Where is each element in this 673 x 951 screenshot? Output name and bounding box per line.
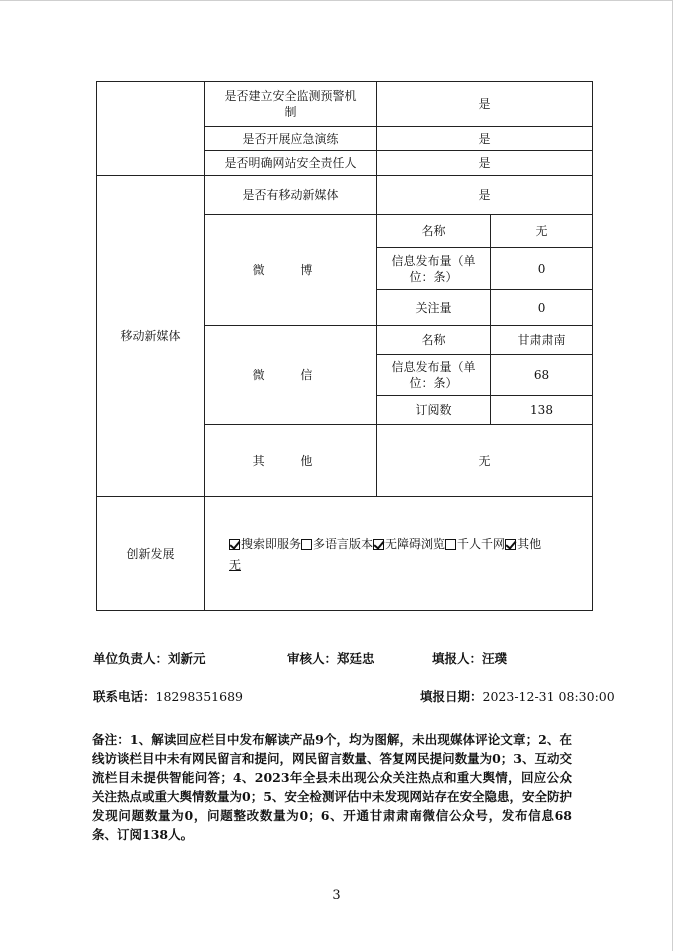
weibo-posts-label: 信息发布量（单位：条） [377,248,491,290]
reviewer-value: 郑廷忠 [337,651,375,666]
table-row [97,82,593,127]
option-label: 其他 [517,536,542,551]
other-media-value: 无 [377,425,593,497]
innovation-label: 创新发展 [97,497,205,611]
contact-phone [93,687,243,705]
weibo-posts-value: 0 [491,248,593,290]
wechat-posts-value: 68 [491,355,593,396]
fill-date [420,687,615,705]
date-value: 2023-12-31 08:30:00 [482,689,615,704]
innovation-options-cell [205,497,593,611]
security-question: 是否明确网站安全责任人 [205,151,377,176]
option-label: 多语言版本 [313,536,374,551]
mobile-section-label: 移动新媒体 [97,176,205,497]
weibo-followers-value: 0 [491,290,593,326]
checkbox-checked-icon[interactable] [229,539,240,550]
checkbox-icon[interactable] [445,539,456,550]
unit-head-label: 单位负责人： [93,651,169,666]
table-row [97,176,593,215]
security-question: 是否建立安全监测预警机制 [205,82,377,127]
weibo-followers-label: 关注量 [377,290,491,326]
reviewer-label: 审核人： [287,651,338,666]
wechat-name-label: 名称 [377,326,491,355]
unit-head-value: 刘新元 [168,651,206,666]
filler-value: 汪璞 [482,651,508,666]
date-label: 填报日期： [420,689,483,704]
filler-label: 填报人： [432,651,483,666]
security-answer: 是 [377,82,593,127]
page-number: 3 [332,888,341,903]
table-row [97,497,593,611]
phone-label: 联系电话： [93,689,156,704]
unit-head [93,649,206,667]
has-mobile-answer: 是 [377,176,593,215]
option-label: 千人千网 [457,536,506,551]
wechat-posts-label: 信息发布量（单位：条） [377,355,491,396]
weibo-label: 微 博 [205,215,377,326]
checkbox-checked-icon[interactable] [373,539,384,550]
other-media-label: 其 他 [205,425,377,497]
page-border-top [0,0,673,1]
filler [432,649,507,667]
option-label: 无障碍浏览 [385,536,446,551]
wechat-label: 微 信 [205,326,377,425]
has-mobile-question: 是否有移动新媒体 [205,176,377,215]
security-answer: 是 [377,151,593,176]
option-label: 搜索即服务 [241,536,302,551]
innovation-other-value: 无 [229,557,242,572]
innovation-options [229,535,592,553]
report-table [96,81,593,611]
checkbox-checked-icon[interactable] [505,539,516,550]
wechat-subs-value: 138 [491,396,593,425]
remarks-note: 备注：1、解读回应栏目中发布解读产品9个，均为图解，未出现媒体评论文章；2、在线访谈栏目中未有网民留言和提问，网民留言数量、答复网民提问数量为0；3、互动交流栏目未提供智能问答；4、2023年全县未出现公众关注热点和重大舆情，回应公众关注热点或重大舆情数量为0；5、安全检测评估中未发现网站存在安全隐患，安全防护发现问题数量为0，问题整改数量为0；6、开通甘肃肃南微信公众号，发布信息68条、订阅138人。 [92,732,572,842]
checkbox-icon[interactable] [301,539,312,550]
weibo-name-label: 名称 [377,215,491,248]
security-answer: 是 [377,127,593,151]
security-section-cell [97,82,205,176]
security-question: 是否开展应急演练 [205,127,377,151]
reviewer [287,649,375,667]
weibo-name-value: 无 [491,215,593,248]
wechat-name-value: 甘肃肃南 [491,326,593,355]
wechat-subs-label: 订阅数 [377,396,491,425]
phone-value: 18298351689 [155,689,243,704]
